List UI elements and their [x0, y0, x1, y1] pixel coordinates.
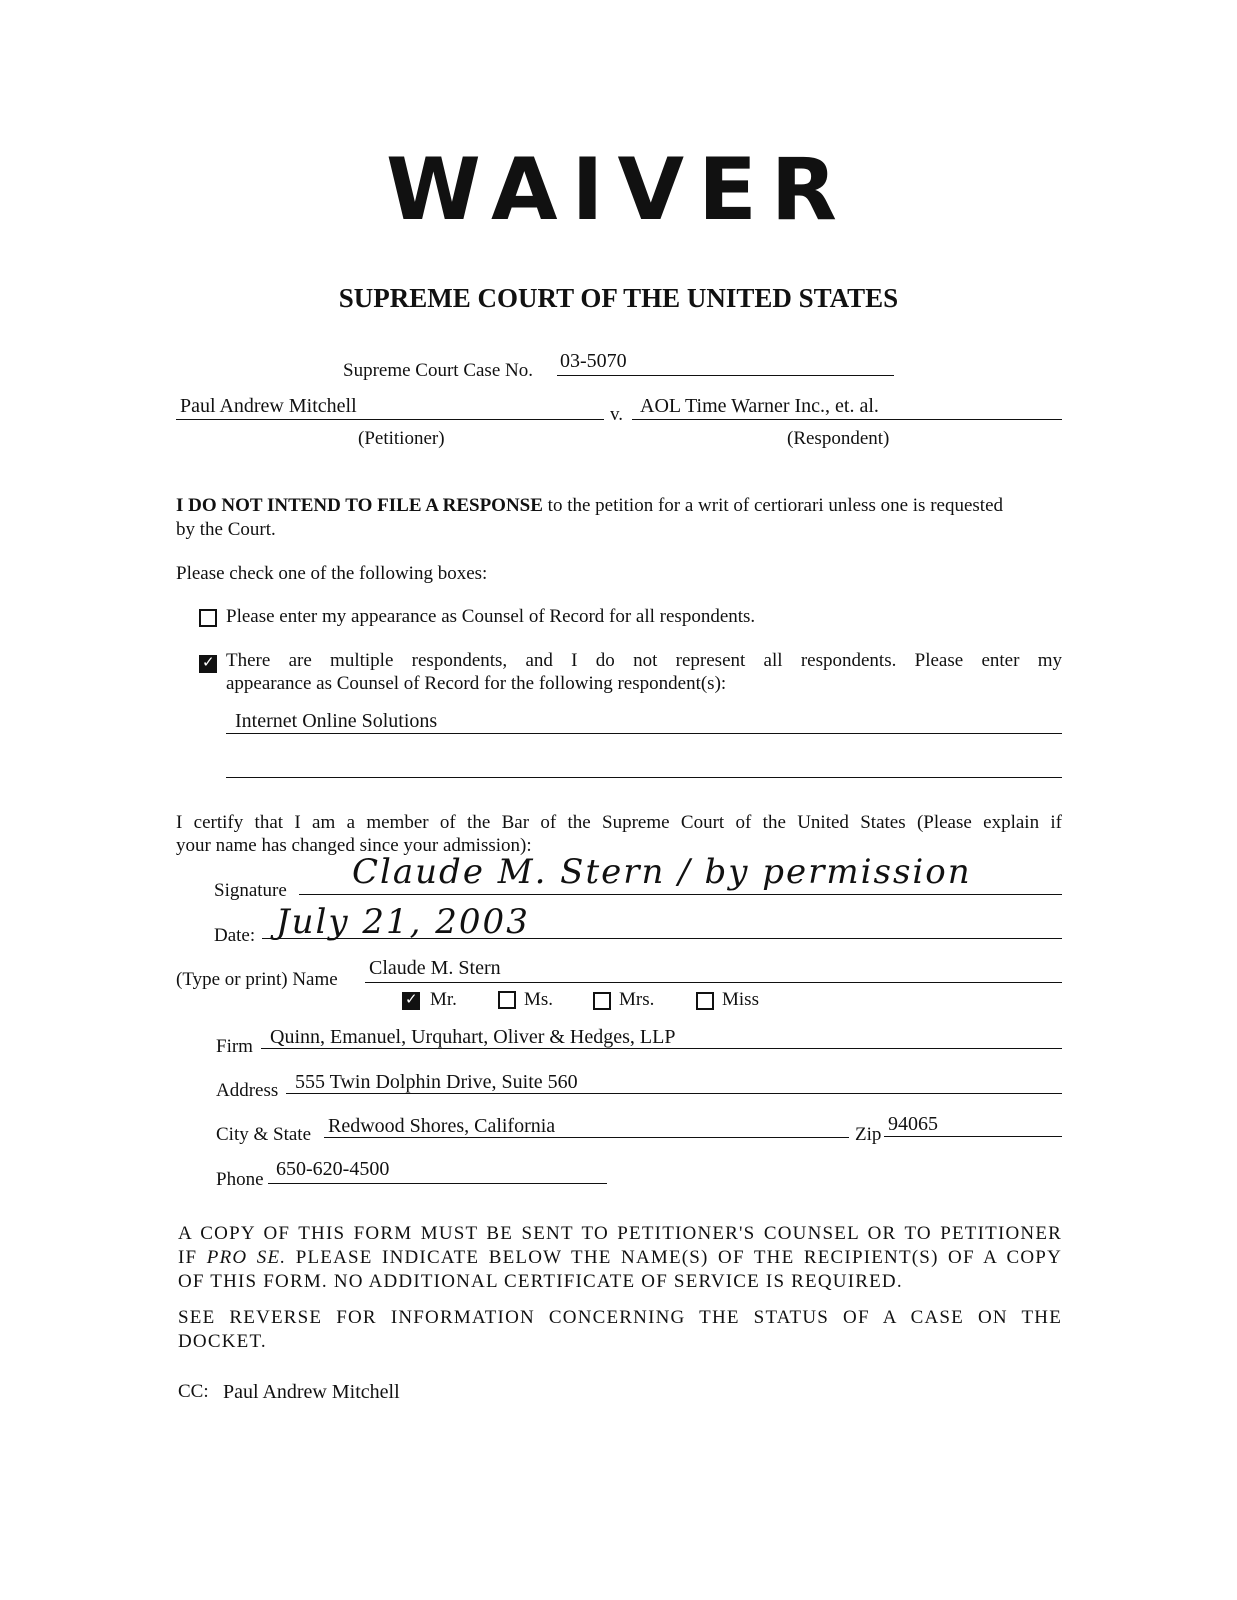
- certification-text-line2: your name has changed since your admission):: [176, 835, 532, 856]
- cc-label: CC:: [178, 1381, 209, 1402]
- respondent-line: [632, 419, 1062, 420]
- name-line: [365, 982, 1062, 983]
- multiple-respondents-label-line2: appearance as Counsel of Record for the following respondent(s):: [226, 673, 727, 694]
- phone-label: Phone: [216, 1169, 264, 1190]
- notice-line3: OF THIS FORM. NO ADDITIONAL CERTIFICATE OF SERVICE IS REQUIRED.: [178, 1271, 903, 1292]
- versus-text: v.: [610, 404, 624, 425]
- address-value[interactable]: 555 Twin Dolphin Drive, Suite 560: [295, 1071, 578, 1093]
- notice-pro-se: PRO SE.: [206, 1247, 287, 1268]
- signature-value[interactable]: Claude M. Stern / by permission: [352, 852, 972, 892]
- no-response-statement: [176, 495, 1066, 517]
- notice-line2: [178, 1246, 1062, 1270]
- zip-line: [884, 1136, 1062, 1137]
- title-mrs-label: Mrs.: [619, 989, 655, 1010]
- date-label: Date:: [214, 925, 256, 946]
- date-value[interactable]: July 21, 2003: [276, 902, 530, 942]
- reverse-notice-line2: DOCKET.: [178, 1331, 267, 1352]
- title-mrs-checkbox[interactable]: [593, 992, 611, 1010]
- title-miss-checkbox[interactable]: [696, 992, 714, 1010]
- represented-respondent[interactable]: Internet Online Solutions: [235, 710, 438, 732]
- signature-line: [299, 894, 1062, 895]
- notice-line1: A COPY OF THIS FORM MUST BE SENT TO PETITIONER'S COUNSEL OR TO PETITIONER: [178, 1223, 1062, 1244]
- case-number-line: [557, 375, 894, 376]
- title-miss-label: Miss: [722, 989, 759, 1010]
- multiple-respondents-label: There are multiple respondents, and I do not represent all respondents. Please enter my: [226, 650, 1062, 671]
- zip-value[interactable]: 94065: [888, 1113, 938, 1135]
- petitioner-caption: (Petitioner): [358, 428, 445, 449]
- respondent-name[interactable]: AOL Time Warner Inc., et. al.: [640, 395, 879, 417]
- zip-label: Zip: [855, 1124, 882, 1145]
- petitioner-line: [176, 419, 604, 420]
- reverse-notice-line1: SEE REVERSE FOR INFORMATION CONCERNING THE STATUS OF A CASE ON THE: [178, 1307, 1062, 1328]
- name-label: (Type or print) Name: [176, 969, 338, 990]
- firm-label: Firm: [216, 1036, 253, 1057]
- case-number-value[interactable]: 03-5070: [560, 350, 627, 372]
- firm-line: [261, 1048, 1062, 1049]
- statement-line2: by the Court.: [176, 519, 276, 540]
- case-number-label: Supreme Court Case No.: [343, 360, 533, 381]
- statement-rest: to the petition for a writ of certiorari unless one is requested: [542, 495, 1004, 516]
- address-label: Address: [216, 1080, 279, 1101]
- notice-line2-c: PLEASE INDICATE BELOW THE NAME(S) OF THE RECIPIENT(S) OF A COPY: [286, 1247, 1062, 1268]
- title-mr-checkbox[interactable]: [402, 992, 420, 1010]
- city-label: City & State: [216, 1124, 311, 1145]
- signature-label: Signature: [214, 880, 287, 901]
- checkbox-instruction: Please check one of the following boxes:: [176, 563, 488, 584]
- respondent-entry-line-2: [226, 777, 1062, 778]
- petitioner-name[interactable]: Paul Andrew Mitchell: [180, 395, 357, 417]
- multiple-respondents-checkbox[interactable]: [199, 655, 217, 673]
- phone-line: [268, 1183, 607, 1184]
- cc-recipient: Paul Andrew Mitchell: [223, 1381, 400, 1403]
- respondent-entry-line-1: [226, 733, 1062, 734]
- city-line: [324, 1137, 849, 1138]
- title-ms-label: Ms.: [524, 989, 554, 1010]
- certification-text: I certify that I am a member of the Bar of the Supreme Court of the United States (Please explain if: [176, 812, 1062, 833]
- all-respondents-checkbox[interactable]: [199, 609, 217, 627]
- all-respondents-label: Please enter my appearance as Counsel of Record for all respondents.: [226, 606, 756, 627]
- address-line: [286, 1093, 1062, 1094]
- court-name: SUPREME COURT OF THE UNITED STATES: [338, 283, 899, 313]
- name-value[interactable]: Claude M. Stern: [369, 957, 501, 979]
- phone-value[interactable]: 650-620-4500: [276, 1158, 390, 1180]
- statement-bold: I DO NOT INTEND TO FILE A RESPONSE: [176, 495, 543, 516]
- respondent-caption: (Respondent): [787, 428, 890, 449]
- firm-value[interactable]: Quinn, Emanuel, Urquhart, Oliver & Hedges, LLP: [270, 1026, 676, 1048]
- title-mr-label: Mr.: [430, 989, 457, 1010]
- date-line: [262, 938, 1062, 939]
- notice-line2-a: IF: [178, 1247, 207, 1268]
- form-title: WAIVER: [385, 140, 852, 240]
- city-value[interactable]: Redwood Shores, California: [328, 1115, 556, 1137]
- title-ms-checkbox[interactable]: [498, 991, 516, 1009]
